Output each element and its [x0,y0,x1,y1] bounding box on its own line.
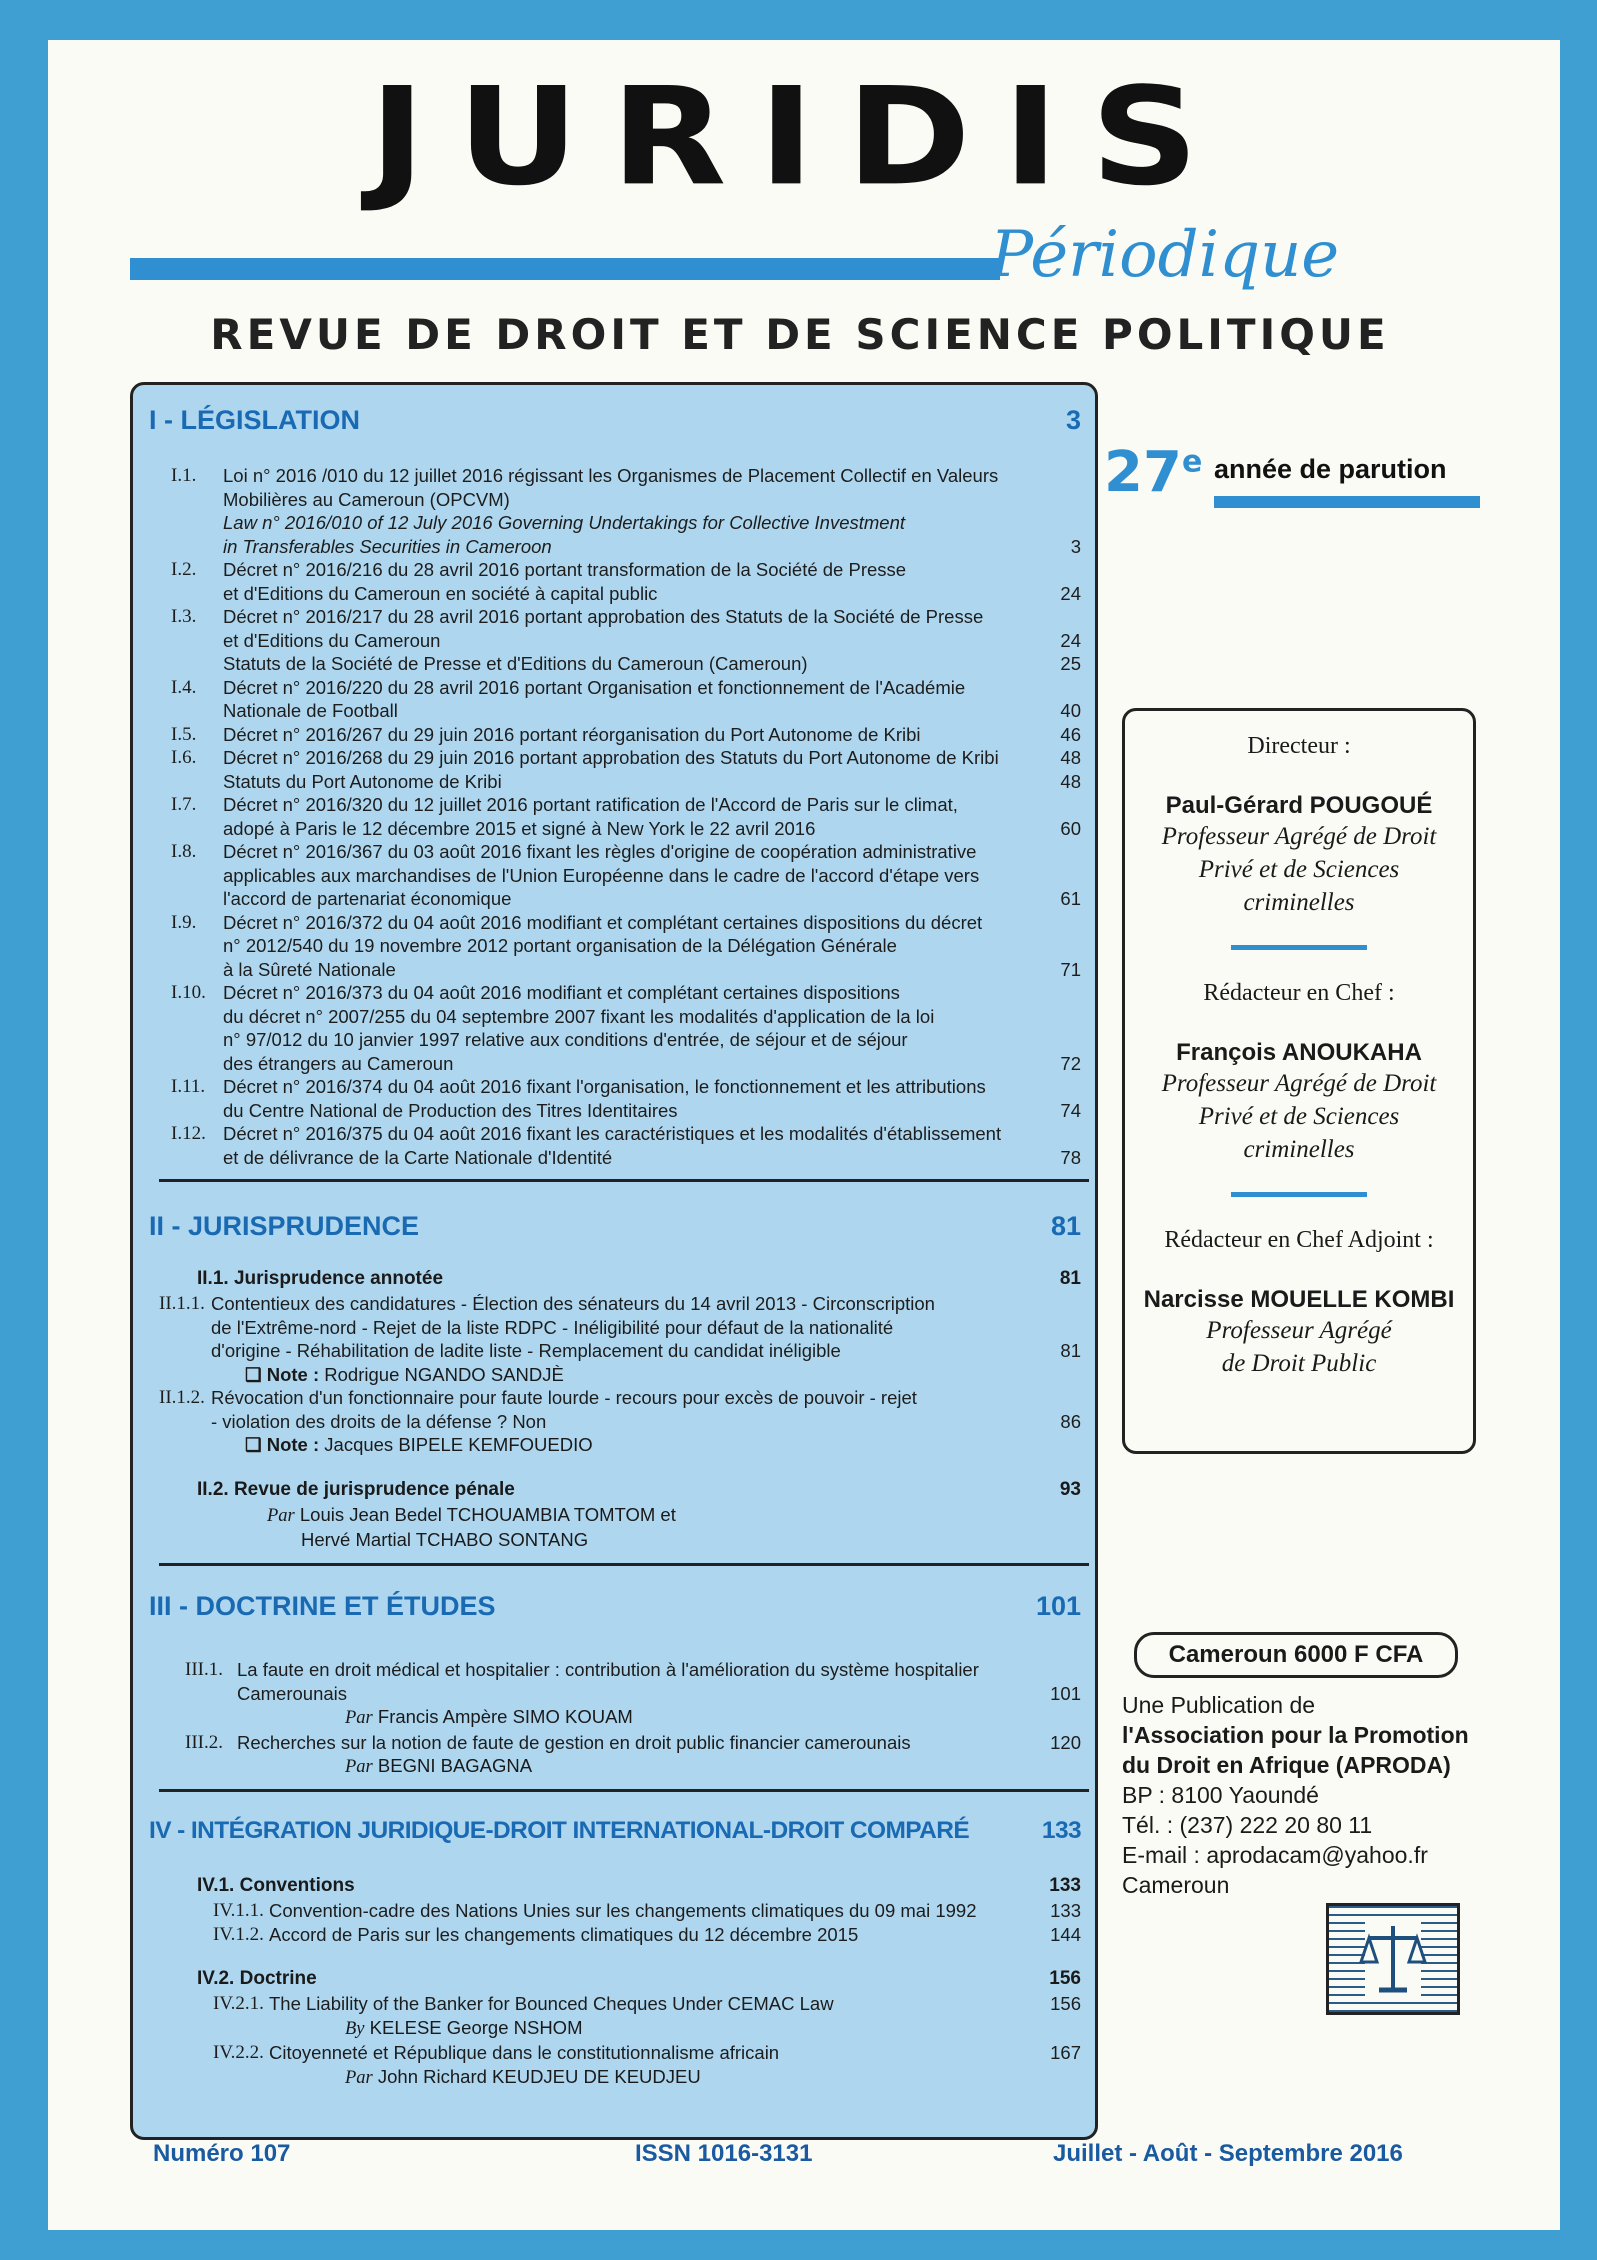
deputy-role: Rédacteur en Chef Adjoint : [1164,1227,1434,1253]
journal-title: JURIDIS [369,59,1231,216]
anniversary-badge [1104,440,1484,510]
toc-entry: I.1. Loi n° 2016 /010 du 12 juillet 2016 régissant les Organismes de Placement Collectif en Valeurs Mobilières au Cameroun (OPCVM) Law n° 2016/010 of 12 July 2016 Governing Undertakings for Collective Investment in Transferables Securities in Cameroon 3 [171,465,1081,557]
masthead-bar [130,258,1000,280]
masthead [130,59,1470,216]
price-tag: Cameroun 6000 F CFA [1134,1632,1458,1678]
toc-entry: IV.2.1. The Liability of the Banker for Bounced Cheques Under CEMAC Law 156 [213,1993,1081,2014]
section-divider [159,1789,1089,1792]
publisher-info: Une Publication de l'Association pour la Promotion du Droit en Afrique (APRODA) BP : 8100 Yaoundé Tél. : (237) 222 20 80 11 E-mail : aprodacam@yahoo.fr Cameroun [1122,1690,1502,1900]
toc-entry: IV.1.1. Convention-cadre des Nations Unies sur les changements climatiques du 09 mai 1992 133 [213,1900,1081,1921]
toc-entry: Statuts de la Société de Presse et d'Editions du Cameroun (Cameroun) 25 [223,653,1081,674]
subsection-heading: II.2. Revue de jurisprudence pénale 93 [197,1478,1081,1500]
editor-role: Rédacteur en Chef : [1203,980,1395,1006]
toc-entry: I.8. Décret n° 2016/367 du 03 août 2016 fixant les règles d'origine de coopération administrative applicables aux marchandises de l'Union Européenne dans le cadre de l'accord d'étape vers l'accord de partenariat économique 61 [171,841,1081,909]
anniversary-text: année de parution [1214,454,1447,484]
director-name: Paul-Gérard POUGOUÉ [1165,792,1433,819]
toc-entry: I.10. Décret n° 2016/373 du 04 août 2016 modifiant et complétant certaines dispositions du décret n° 2007/255 du 04 septembre 2007 fixant les modalités d'application de la loi n° 97/012 du 10 janvier 1997 relative aux conditions d'entrée, de séjour et de séjour des étrangers au Cameroun 72 [171,982,1081,1074]
toc-entry: II.1.2. Révocation d'un fonctionnaire pour faute lourde - recours pour excès de pouvoir - rejet - violation des droits de la défense ? Non 86 [159,1387,1081,1432]
anniversary-bar [1214,496,1480,508]
toc-entry: I.4. Décret n° 2016/220 du 28 avril 2016 portant Organisation et fonctionnement de l'Académie Nationale de Football 40 [171,676,1081,721]
toc-entry: I.11. Décret n° 2016/374 du 04 août 2016 fixant l'organisation, le fonctionnement et les attributions du Centre National de Production des Titres Identitaires 74 [171,1076,1081,1121]
toc-entry: I.9. Décret n° 2016/372 du 04 août 2016 modifiant et complétant certaines dispositions du décret n° 2012/540 du 19 novembre 2012 portant organisation de la Délégation Générale à la Sûreté Nationale 71 [171,911,1081,980]
footer-bar [135,2136,1475,2172]
section-doctrine [149,1591,1081,1780]
toc-entry: I.5. Décret n° 2016/267 du 29 juin 2016 portant réorganisation du Port Autonome de Kribi 46 [171,723,1081,745]
editor-name: François ANOUKAHA [1176,1039,1422,1066]
note-author: ❑ Note : Jacques BIPELE KEMFOUEDIO [245,1434,593,1455]
email-address: E-mail : aprodacam@yahoo.fr [1122,1842,1428,1868]
table-of-contents [130,382,1098,2140]
separator-bar [1231,1192,1367,1197]
director-role: Directeur : [1247,733,1351,759]
journal-subtitle: Périodique [990,218,1340,292]
section-legislation [149,405,1081,1169]
section-heading: III - DOCTRINE ET ÉTUDES 101 [149,1591,1081,1621]
toc-entry: III.1. La faute en droit médical et hospitalier : contribution à l'amélioration du système hospitalier Camerounais 101 [185,1659,1081,1704]
issn: ISSN 1016-3131 [635,2140,813,2167]
author: Par John Richard KEUDJEU DE KEUDJEU [345,2065,701,2088]
authors: Hervé Martial TCHABO SONTANG [301,1529,589,1550]
subsection-heading: II.1. Jurisprudence annotée 81 [197,1268,1081,1289]
section-jurisprudence [149,1211,1081,1552]
section-heading: IV - INTÉGRATION JURIDIQUE-DROIT INTERNATIONAL-DROIT COMPARÉ 133 [149,1817,1081,1844]
issue-period: Juillet - Août - Septembre 2016 [1053,2140,1403,2167]
note-author: ❑ Note : Rodrigue NGANDO SANDJÈ [245,1363,564,1385]
author: By KELESE George NSHOM [345,2016,583,2039]
toc-entry: III.2. Recherches sur la notion de faute de gestion en droit public financier camerounais 120 [185,1731,1081,1753]
subsection-heading: IV.1. Conventions 133 [197,1875,1081,1896]
section-heading: I - LÉGISLATION 3 [149,405,1081,435]
section-heading: II - JURISPRUDENCE 81 [149,1211,1081,1241]
toc-entry: Statuts du Port Autonome de Kribi 48 [223,770,1081,792]
section-divider [159,1179,1089,1182]
section-integration [149,1817,1081,2090]
authors: Par Louis Jean Bedel TCHOUAMBIA TOMTOM et [267,1503,676,1526]
author: Par Francis Ampère SIMO KOUAM [345,1706,633,1728]
section-divider [159,1563,1089,1566]
toc-entry: IV.2.2. Citoyenneté et République dans le constitutionnalisme africain 167 [213,2042,1081,2063]
editorial-board: Directeur : Paul-Gérard POUGOUÉ Professeur Agrégé de Droit Privé et de Sciences criminelles Rédacteur en Chef : François ANOUKAHA Professeur Agrégé de Droit Privé et de Sciences criminelles Rédacteur en Chef Adjoint : Narcisse MOUELLE KOMBI Professeur Agrégé de Droit Public [1122,708,1476,1454]
deputy-name: Narcisse MOUELLE KOMBI [1143,1286,1455,1313]
toc-entry: I.2. Décret n° 2016/216 du 28 avril 2016 portant transformation de la Société de Presse et d'Editions du Cameroun en société à capital public 24 [171,559,1081,604]
toc-entry: II.1.1. Contentieux des candidatures - Élection des sénateurs du 14 avril 2013 - Circonscription de l'Extrême-nord - Rejet de la liste RDPC - Inéligibilité pour défaut de la nationalité d'origine - Réhabilitation de ladite liste - Remplacement du candidat inéligible 81 [159,1293,1081,1361]
anniversary-number: 27e [1104,440,1203,505]
separator-bar [1231,945,1367,950]
toc-entry: I.7. Décret n° 2016/320 du 12 juillet 2016 portant ratification de l'Accord de Paris sur le climat, adopé à Paris le 12 décembre 2015 et signé à New York le 22 avril 2016 60 [171,794,1081,839]
issue-number: Numéro 107 [153,2140,291,2167]
subsection-heading: IV.2. Doctrine 156 [197,1968,1081,1989]
toc-entry: I.3. Décret n° 2016/217 du 28 avril 2016 portant approbation des Statuts de la Société de Presse et d'Editions du Cameroun 24 [171,606,1081,651]
toc-entry: IV.1.2. Accord de Paris sur les changements climatiques du 12 décembre 2015 144 [213,1923,1081,1945]
scales-of-justice-icon [1326,1903,1460,2015]
toc-entry: I.12. Décret n° 2016/375 du 04 août 2016 fixant les caractéristiques et les modalités d'établissement et de délivrance de la Carte Nationale d'Identité 78 [171,1123,1081,1168]
author: Par BEGNI BAGAGNA [345,1755,533,1777]
legislation-entries [149,464,1081,1169]
toc-entry: I.6. Décret n° 2016/268 du 29 juin 2016 portant approbation des Statuts du Port Autonome de Kribi 48 [171,747,1081,768]
journal-tagline: REVUE DE DROIT ET DE SCIENCE POLITIQUE [210,310,1390,359]
